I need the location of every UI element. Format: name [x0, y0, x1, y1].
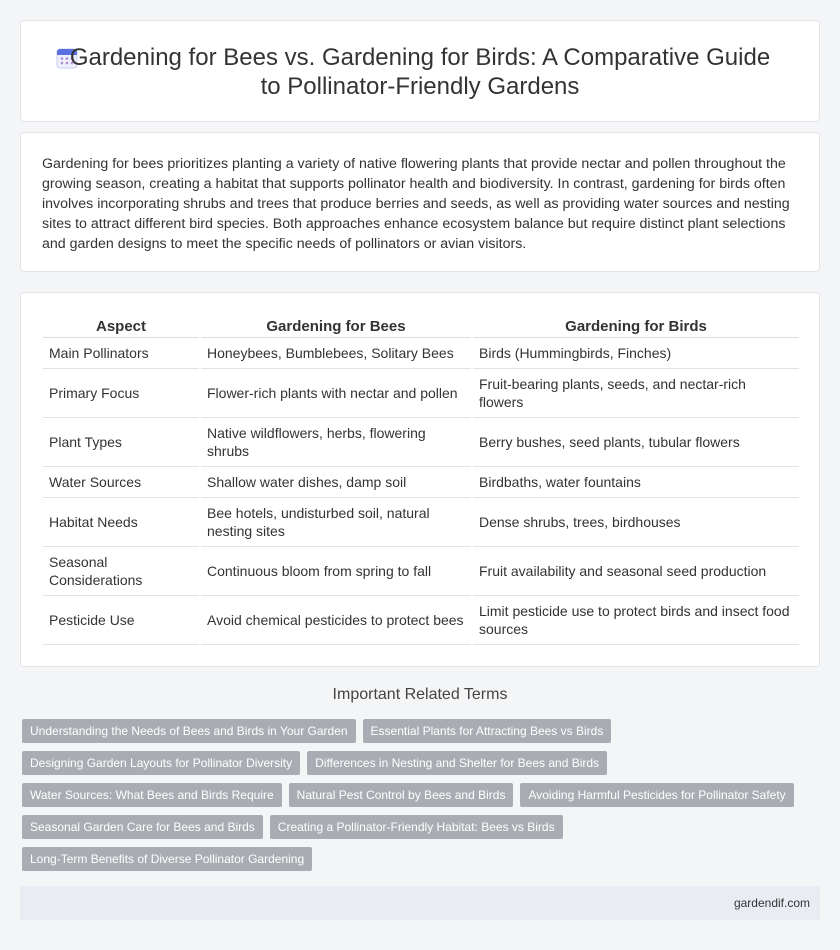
table-cell: Bee hotels, undisturbed soil, natural nesting sites — [201, 498, 471, 547]
table-cell: Native wildflowers, herbs, flowering shrubs — [201, 418, 471, 467]
footer — [20, 886, 820, 920]
table-cell: Berry bushes, seed plants, tubular flowers — [473, 418, 799, 467]
table-cell: Fruit-bearing plants, seeds, and nectar-rich flowers — [473, 369, 799, 418]
table-cell: Avoid chemical pesticides to protect bees — [201, 596, 471, 645]
table-header: Gardening for Bees — [201, 315, 471, 338]
table-cell: Main Pollinators — [43, 338, 199, 369]
table-cell: Habitat Needs — [43, 498, 199, 547]
related-term-tag[interactable]: Avoiding Harmful Pesticides for Pollinator Safety — [520, 783, 793, 807]
table-header: Aspect — [43, 315, 199, 338]
table-cell: Shallow water dishes, damp soil — [201, 467, 471, 498]
table-cell: Fruit availability and seasonal seed production — [473, 547, 799, 596]
related-term-tag[interactable]: Understanding the Needs of Bees and Birds in Your Garden — [22, 719, 356, 743]
table-cell: Flower-rich plants with nectar and pollen — [201, 369, 471, 418]
table-row — [43, 547, 799, 596]
table-row — [43, 369, 799, 418]
table-cell: Primary Focus — [43, 369, 199, 418]
table-cell: Seasonal Considerations — [43, 547, 199, 596]
table-row — [43, 338, 799, 369]
comparison-table-card — [20, 292, 820, 667]
intro-card — [20, 132, 820, 272]
table-cell: Continuous bloom from spring to fall — [201, 547, 471, 596]
table-cell: Plant Types — [43, 418, 199, 467]
related-term-tag[interactable]: Water Sources: What Bees and Birds Require — [22, 783, 282, 807]
table-cell: Birdbaths, water fountains — [473, 467, 799, 498]
table-row — [43, 596, 799, 645]
related-term-tag[interactable]: Seasonal Garden Care for Bees and Birds — [22, 815, 263, 839]
page-title: Gardening for Bees vs. Gardening for Birds: A Comparative Guide to Pollinator-Friendly Gardens — [69, 44, 771, 100]
table-cell: Limit pesticide use to protect birds and insect food sources — [473, 596, 799, 645]
related-term-tag[interactable]: Long-Term Benefits of Diverse Pollinator Gardening — [22, 847, 312, 871]
table-cell: Dense shrubs, trees, birdhouses — [473, 498, 799, 547]
table-row — [43, 467, 799, 498]
title-card — [20, 20, 820, 122]
table-cell: Water Sources — [43, 467, 199, 498]
table-row — [43, 418, 799, 467]
footer-site-link[interactable]: gardendif.com — [733, 896, 810, 910]
comparison-table — [41, 315, 801, 645]
table-header: Gardening for Birds — [473, 315, 799, 338]
table-cell: Honeybees, Bumblebees, Solitary Bees — [201, 338, 471, 369]
related-term-tag[interactable]: Essential Plants for Attracting Bees vs Birds — [363, 719, 612, 743]
related-term-tag[interactable]: Creating a Pollinator-Friendly Habitat: Bees vs Birds — [270, 815, 563, 839]
related-terms-list — [22, 719, 802, 879]
related-term-tag[interactable]: Designing Garden Layouts for Pollinator Diversity — [22, 751, 300, 775]
table-cell: Pesticide Use — [43, 596, 199, 645]
table-cell: Birds (Hummingbirds, Finches) — [473, 338, 799, 369]
table-row — [43, 498, 799, 547]
intro-text: Gardening for bees prioritizes planting a variety of native flowering plants that provide nectar and pollen throughout the growing season, creating a habitat that supports pollinator health and biodiversity. In contrast, gardening for birds often involves incorporating shrubs and trees that produce berries and seeds, as well as providing water sources and nesting sites to attract different bird species. Both approaches enhance ecosystem balance but require distinct plant selections and garden designs to meet the specific needs of pollinators or avian visitors. — [42, 156, 790, 252]
related-term-tag[interactable]: Natural Pest Control by Bees and Birds — [289, 783, 514, 807]
related-terms-heading: Important Related Terms — [332, 686, 508, 703]
related-term-tag[interactable]: Differences in Nesting and Shelter for Bees and Birds — [307, 751, 607, 775]
